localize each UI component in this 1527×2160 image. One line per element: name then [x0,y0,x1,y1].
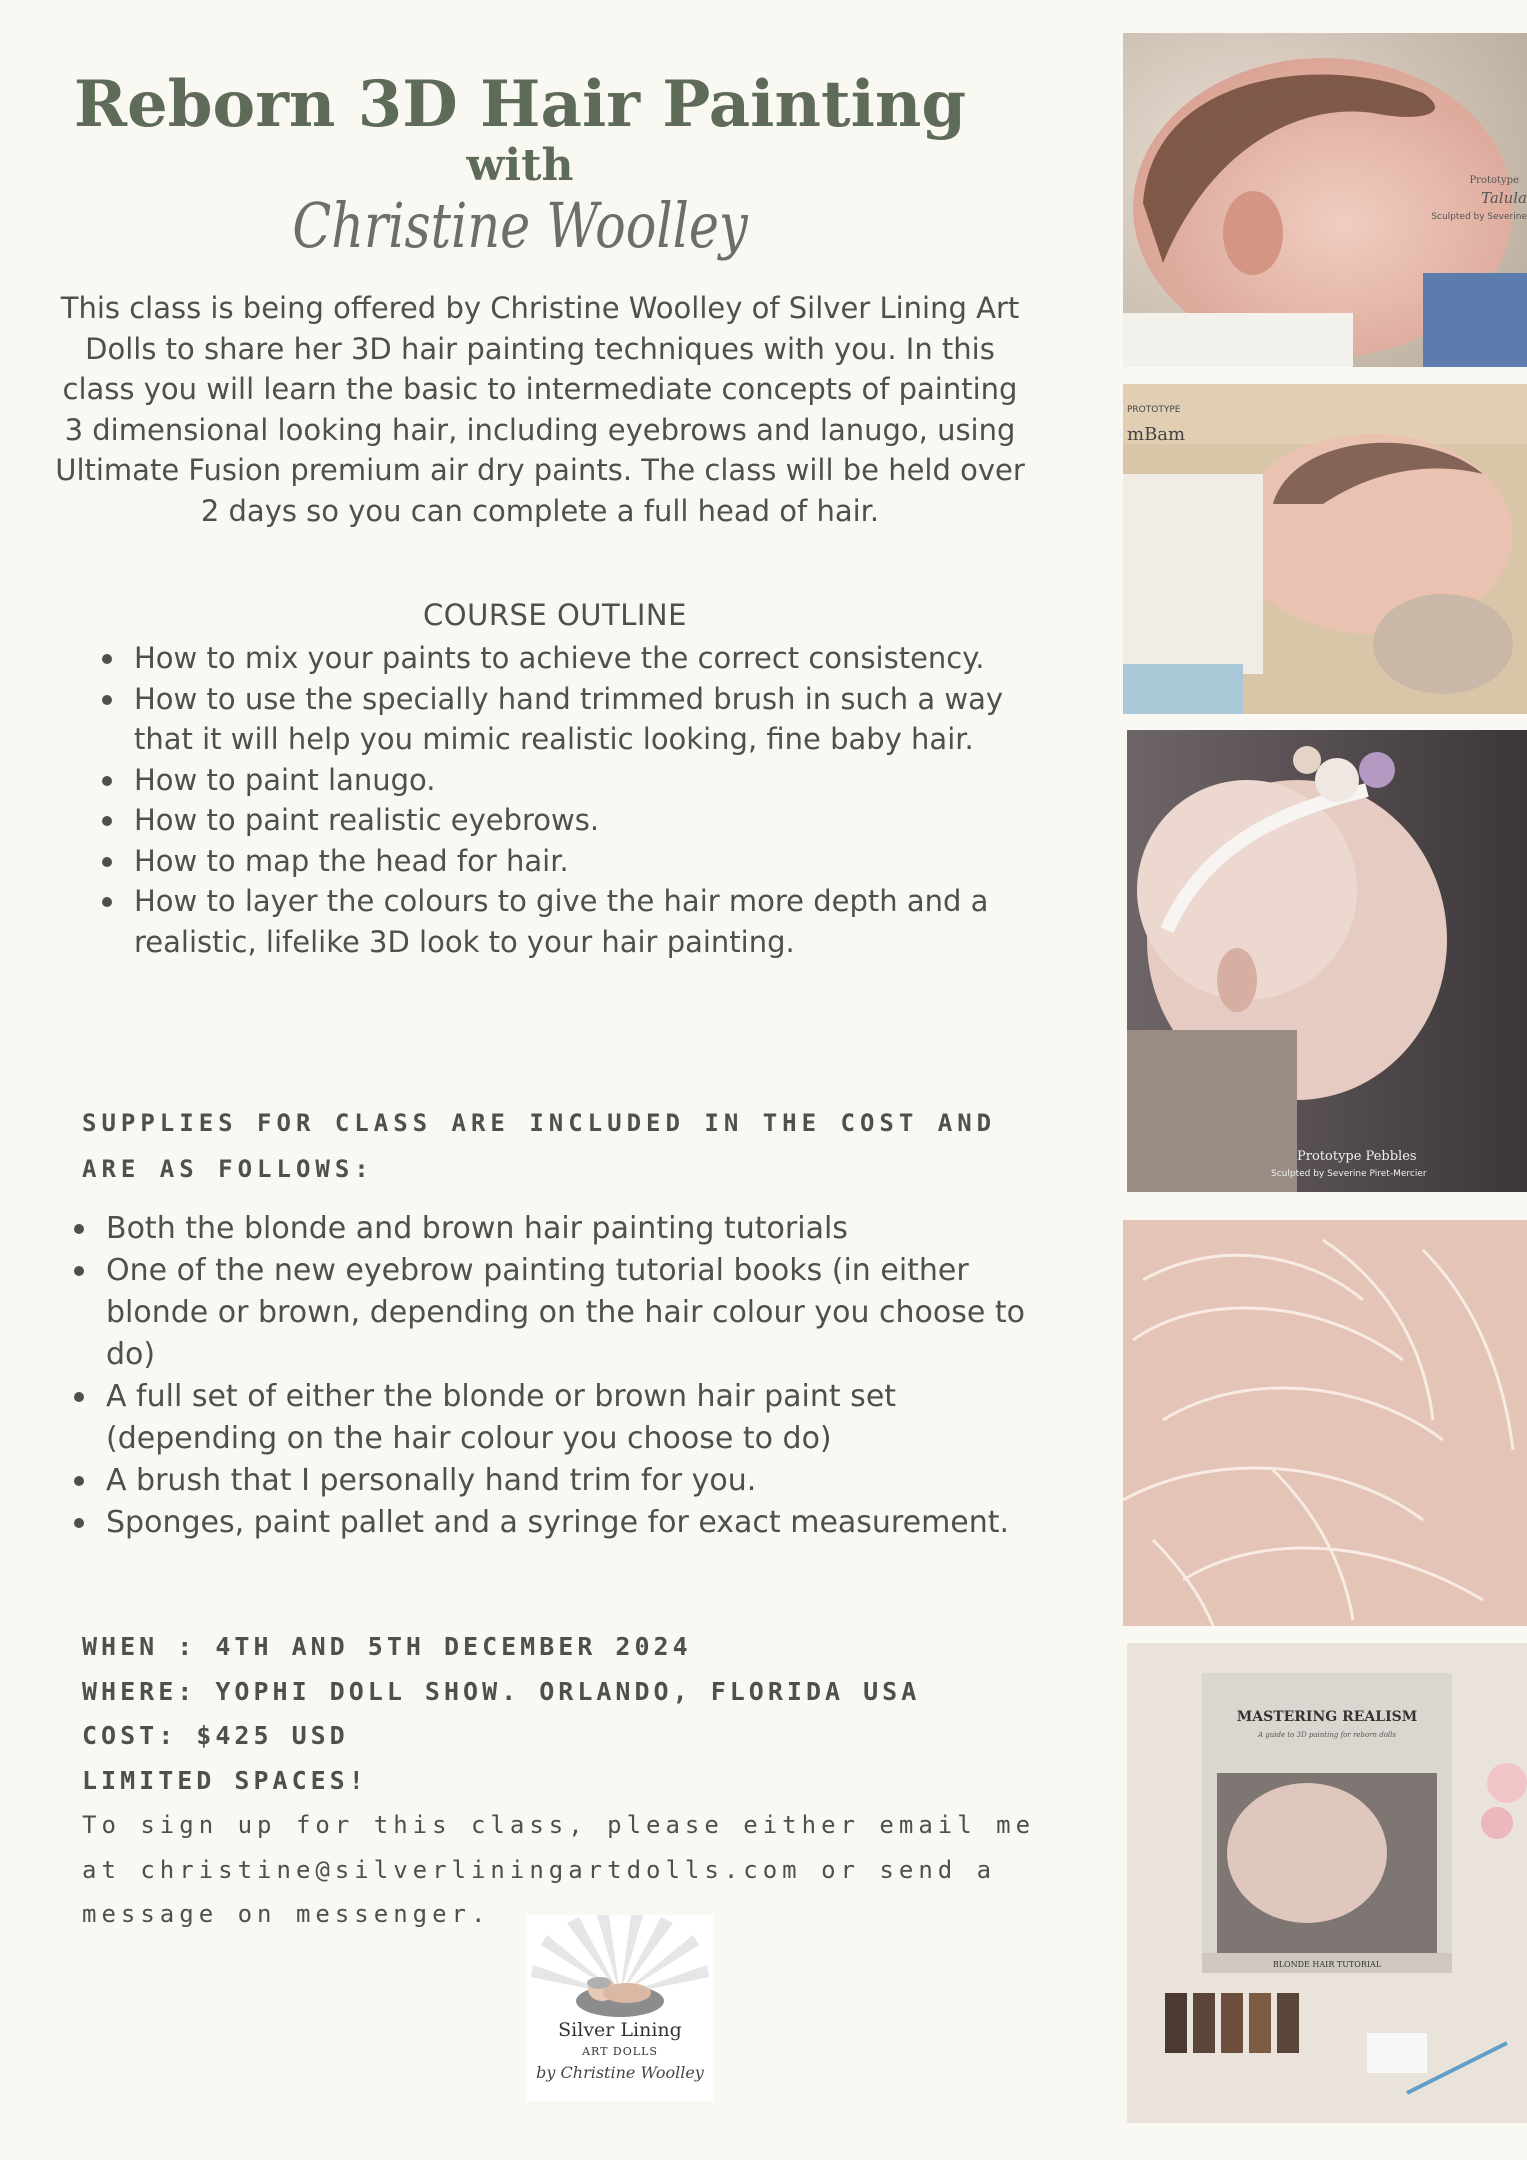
logo-line-1: Silver Lining [558,2019,682,2041]
photo1-caption-1: Prototype [1469,175,1519,186]
list-item: How to layer the colours to give the hair more depth and a realistic, lifelike 3D look to your hair painting. [100,881,1030,962]
photo-baby-bambam [1123,384,1527,714]
book-subtitle: A guide to 3D painting for reborn dolls [1258,1731,1396,1739]
photo-baby-talula [1123,33,1527,367]
cost-line: COST: $425 USD [82,1721,349,1750]
list-item: How to map the head for hair. [100,841,1030,882]
photo2-caption-1: PROTOTYPE [1127,405,1181,415]
list-item: A brush that I personally hand trim for you. [72,1460,1032,1502]
where-line: WHERE: YOPHI DOLL SHOW. ORLANDO, FLORIDA USA [82,1676,921,1706]
photo1-caption-2: Talula [1481,189,1527,207]
silver-lining-logo [527,1915,713,2101]
photo3-caption-1: Prototype Pebbles [1297,1149,1417,1164]
instructor-name: Christine Woolley [292,189,748,262]
intro-paragraph: This class is being offered by Christine Woolley of Silver Lining Art Dolls to share her 3D hair painting techniques with you. In this class you will learn the basic to intermediate concepts of painting 3 dimensional looking hair, including eyebrows and lanugo, using Ultimate Fusion premium air dry paints. The class will be held over 2 days so you can complete a full head of hair. [55,291,1025,528]
page-title: Reborn 3D Hair Painting [73,67,967,142]
when-line: WHEN : 4TH AND 5TH DECEMBER 2024 [82,1632,692,1661]
signup-text: To sign up for this class, please either email me at christine@silverliningartdolls.com or send a message on messenger. [82,1811,1036,1928]
photo3-caption-2: Sculpted by Severine Piret-Mercier [1271,1169,1427,1179]
limited-line: LIMITED SPACES! [82,1765,368,1795]
list-item: A full set of either the blonde or brown hair paint set (depending on the hair colour you choose to do) [72,1376,1032,1460]
list-item: One of the new eyebrow painting tutorial books (in either blonde or brown, depending on the hair colour you choose to do) [72,1250,1032,1376]
list-item: How to paint lanugo. [100,760,1030,801]
title-with: with [466,140,574,191]
list-item: Sponges, paint pallet and a syringe for exact measurement. [72,1502,1032,1544]
list-item: How to paint realistic eyebrows. [100,800,1030,841]
list-item: How to mix your paints to achieve the correct consistency. [100,638,1030,679]
supplies-list [72,1208,1032,1544]
course-outline-list [100,638,1030,962]
logo-line-3: by Christine Woolley [536,2063,704,2082]
course-outline-heading: COURSE OUTLINE [423,598,687,632]
photo2-caption-2: mBam [1127,424,1186,445]
class-details [82,1625,1042,1937]
book-title: MASTERING REALISM [1236,1709,1418,1725]
list-item: How to use the specially hand trimmed brush in such a way that it will help you mimic realistic looking, fine baby hair. [100,679,1030,760]
book-footer: BLONDE HAIR TUTORIAL [1272,1960,1382,1969]
page-title-block [60,60,980,264]
photo-tutorial-book [1127,1643,1527,2123]
photo-hair-closeup [1123,1220,1527,1626]
logo-line-2: ART DOLLS [582,2045,658,2058]
list-item: Both the blonde and brown hair painting tutorials [72,1208,1032,1250]
supplies-heading: SUPPLIES FOR CLASS ARE INCLUDED IN THE COST AND ARE AS FOLLOWS: [82,1109,997,1183]
sunburst-baby-icon [527,1915,713,2025]
photo1-caption-3: Sculpted by Severine [1431,212,1527,222]
photo-baby-pebbles [1127,730,1527,1192]
